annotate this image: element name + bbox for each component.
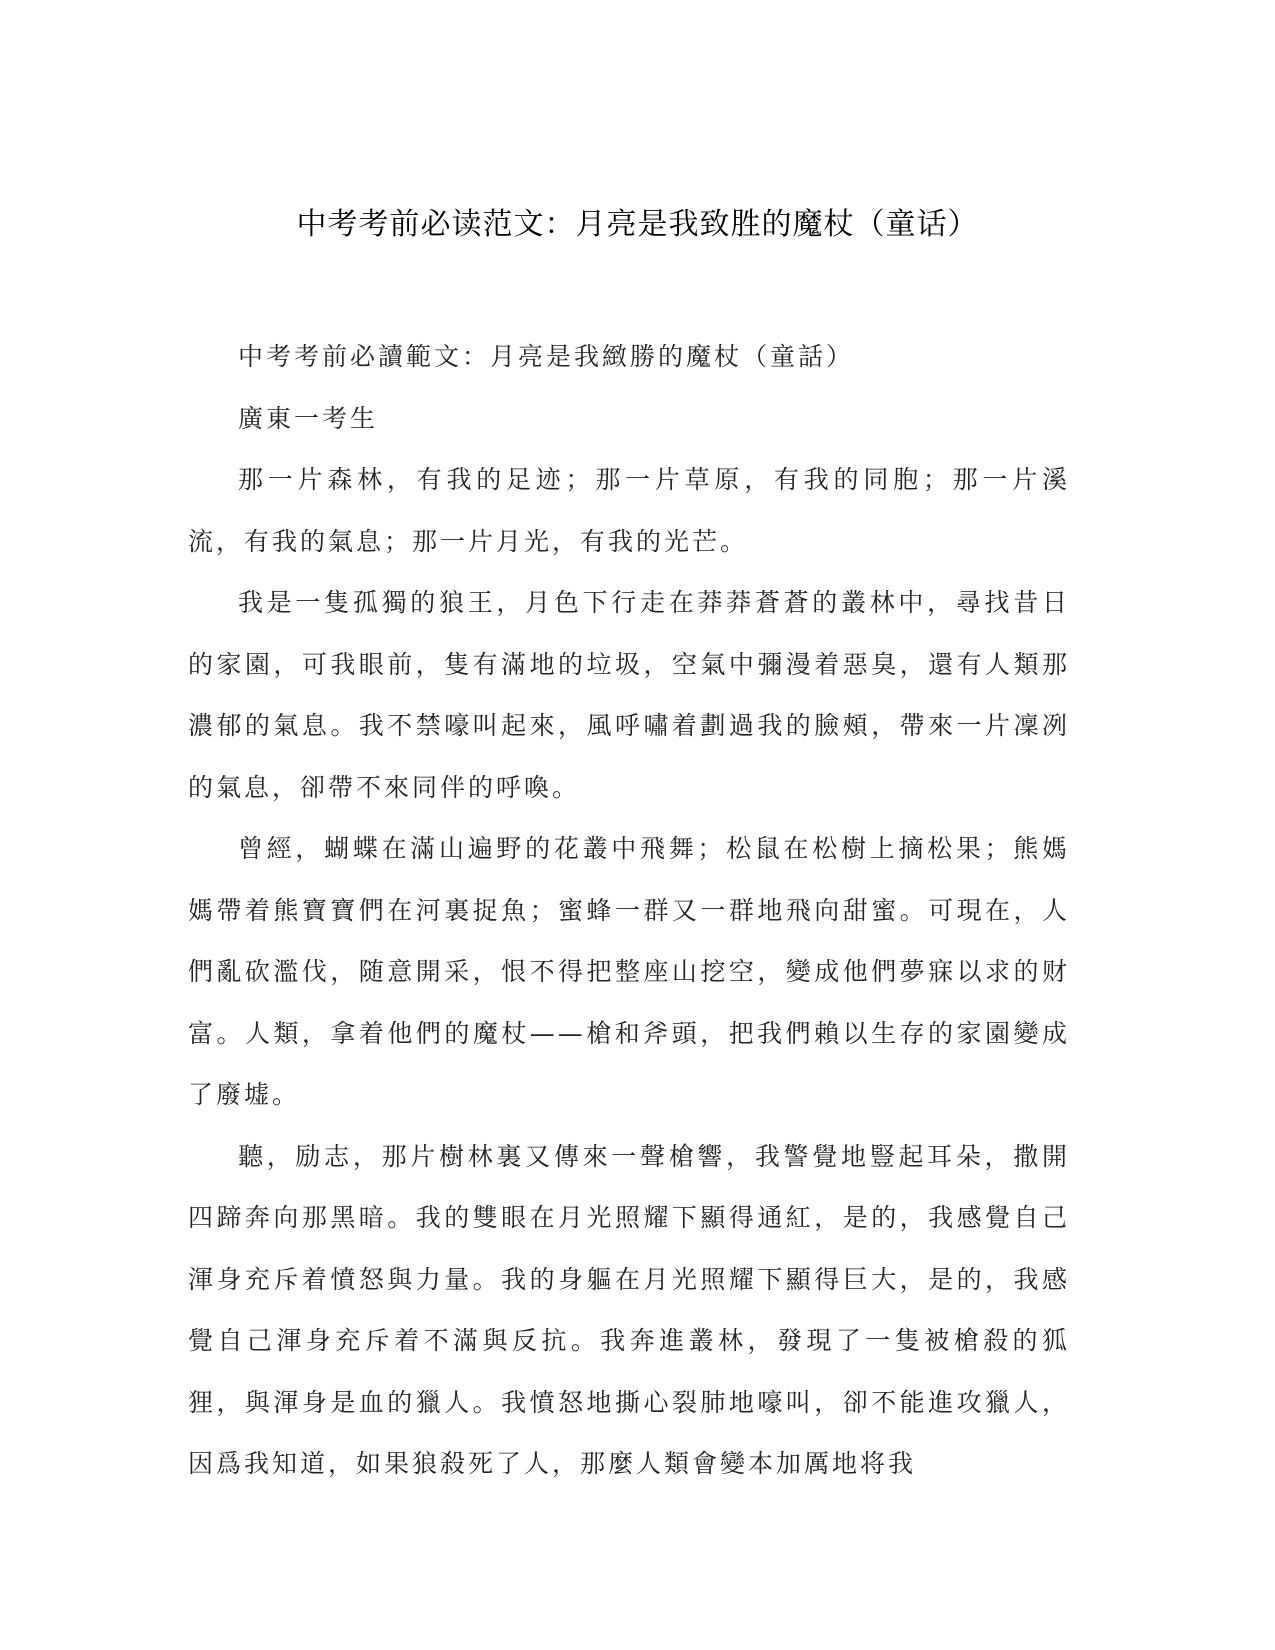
paragraph: 聽，励志，那片樹林裏又傳來一聲槍響，我警覺地豎起耳朵，撒開四蹄奔向那黑暗。我的雙眼在月光照耀下顯得通紅，是的，我感覺自己渾身充斥着憤怒與力量。我的身軀在月光照耀下顯得巨大，是的，我感覺自己渾身充斥着不滿與反抗。我奔進叢林，發現了一隻被槍殺的狐狸，與渾身是血的獵人。我憤怒地撕心裂肺地嚎叫，卻不能進攻獵人，因爲我知道，如果狼殺死了人，那麼人類會變本加厲地将我	[188, 1141, 1070, 1478]
paragraph: 那一片森林，有我的足迹；那一片草原，有我的同胞；那一片溪流，有我的氣息；那一片月光，有我的光芒。	[188, 465, 1070, 556]
paragraph-author: 廣東一考生	[238, 403, 379, 433]
document-body	[188, 326, 1070, 1495]
paragraph: 曾經，蝴蝶在滿山遍野的花叢中飛舞；松鼠在松樹上摘松果；熊媽媽帶着熊寶寶們在河裏捉魚；蜜蜂一群又一群地飛向甜蜜。可現在，人們亂砍濫伐，随意開采，恨不得把整座山挖空，變成他們夢寐以求的财富。人類，拿着他們的魔杖——槍和斧頭，把我們賴以生存的家園變成了廢墟。	[188, 834, 1070, 1109]
document-title: 中考考前必读范文：月亮是我致胜的魔杖（童话）	[296, 207, 979, 242]
paragraph: 我是一隻孤獨的狼王，月色下行走在莽莽蒼蒼的叢林中，尋找昔日的家園，可我眼前，隻有滿地的垃圾，空氣中彌漫着惡臭，還有人類那濃郁的氣息。我不禁嚎叫起來，風呼嘯着劃過我的臉頰，帶來一片凜冽的氣息，卻帶不來同伴的呼喚。	[188, 588, 1070, 802]
paragraph-heading-traditional: 中考考前必讀範文：月亮是我緻勝的魔杖（童話）	[238, 342, 855, 371]
